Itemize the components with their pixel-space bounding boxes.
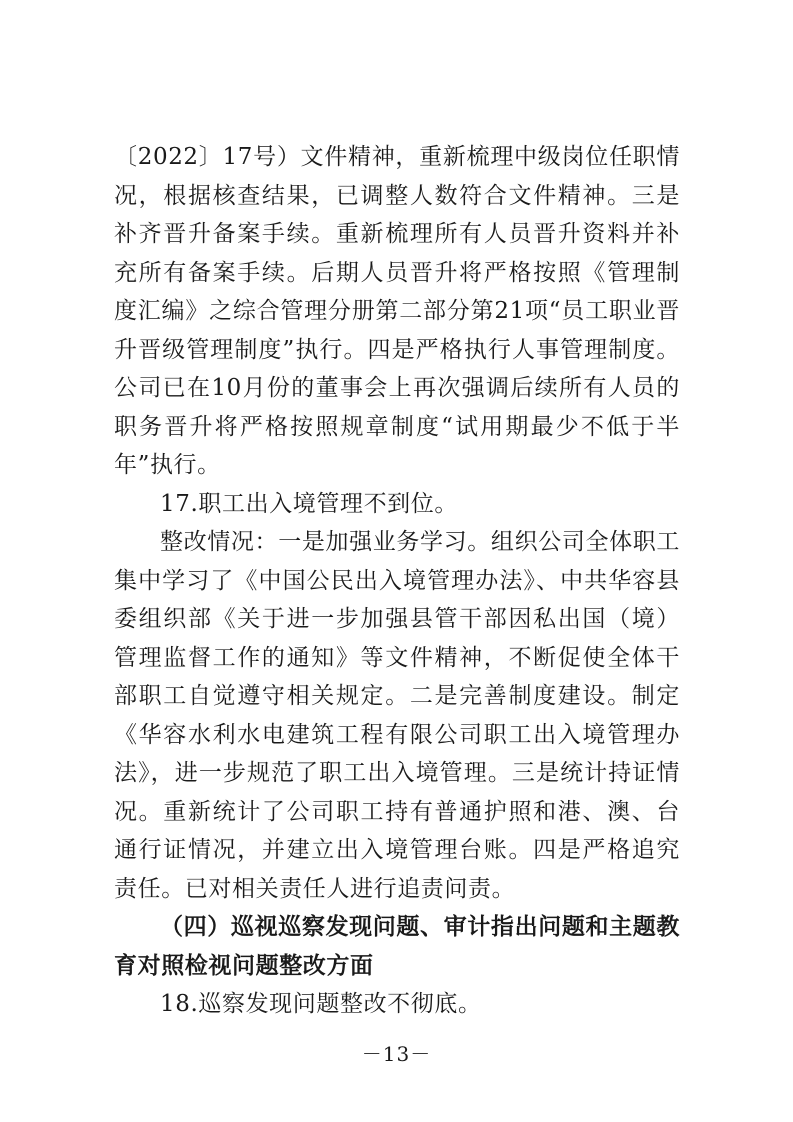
item-17-rectification: 整改情况：一是加强业务学习。组织公司全体职工集中学习了《中国公民出入境管理办法》、中共华容县委组织部《关于进一步加强县管干部因私出国（境）管理监督工作的通知》等文件精神，不断促使全体干部职工自觉遵守相关规定。二是完善制度建设。制定《华容水利水电建筑工程有限公司职工出入境管理办法》，进一步规范了职工出入境管理。三是统计持证情况。重新统计了公司职工持有普通护照和港、澳、台通行证情况，并建立出入境管理台账。四是严格追究责任。已对相关责任人进行追责问责。 — [114, 529, 680, 902]
section-heading-four: （四）巡视巡察发现问题、审计指出问题和主题教育对照检视问题整改方面 — [114, 913, 680, 979]
paragraph-continuation: 〔2022〕17号）文件精神，重新梳理中级岗位任职情况，根据核查结果，已调整人数符合文件精神。三是补齐晋升备案手续。重新梳理所有人员晋升资料并补充所有备案手续。后期人员晋升将严格按照《管理制度汇编》之综合管理分册第二部分第21项“员工职业晋升晋级管理制度”执行。四是严格执行人事管理制度。公司已在10月份的董事会上再次强调后续所有人员的职务晋升将严格按照规章制度“试用期最少不低于半年”执行。 — [114, 144, 680, 478]
page-number: －13－ — [361, 1042, 432, 1066]
item-18-title: 18.巡察发现问题整改不彻底。 — [160, 991, 482, 1017]
document-body — [114, 138, 680, 1024]
item-17-title: 17.职工出入境管理不到位。 — [160, 490, 458, 517]
